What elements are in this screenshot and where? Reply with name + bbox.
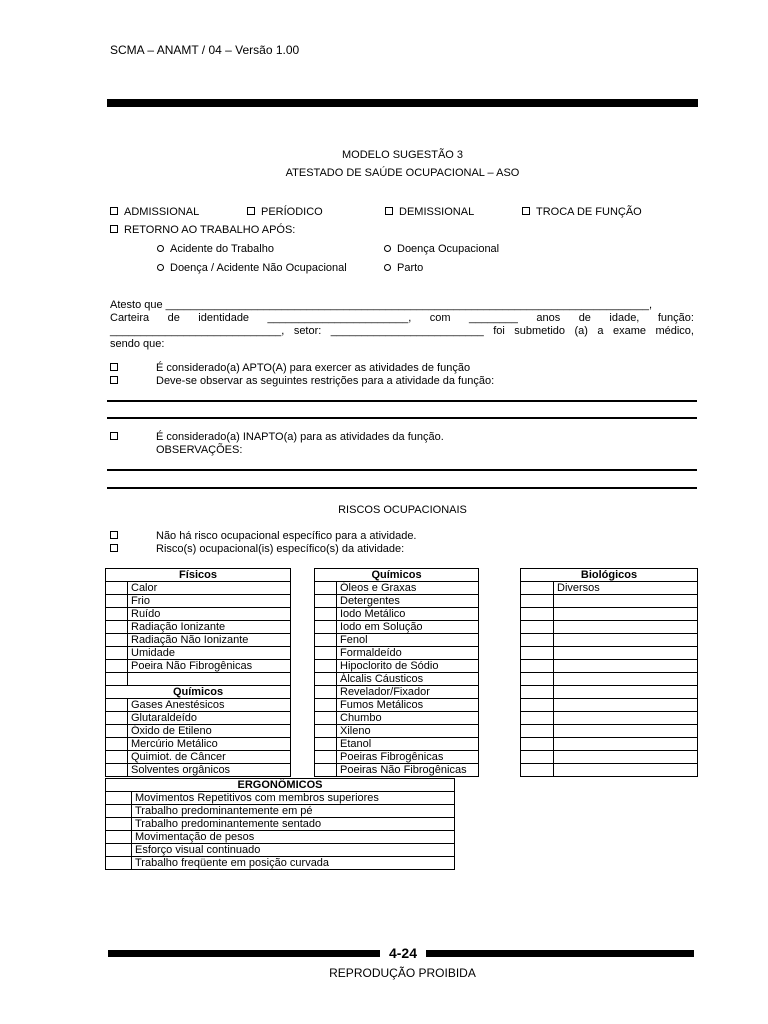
table-row (521, 764, 698, 777)
table-row (521, 608, 698, 621)
radio-acidente-trabalho[interactable]: Acidente do Trabalho (157, 243, 274, 255)
table-row: Umidade (106, 647, 291, 660)
row-checkbox[interactable] (106, 647, 128, 660)
row-checkbox[interactable] (106, 608, 128, 621)
row-checkbox[interactable] (106, 805, 132, 818)
table-row: Esforço visual continuado (106, 844, 455, 857)
table-row: Trabalho predominantemente sentado (106, 818, 455, 831)
table-row (521, 712, 698, 725)
fisicos-table (105, 568, 291, 777)
table-row: Frio (106, 595, 291, 608)
restricoes-label: Deve-se observar as seguintes restrições para a atividade da função: (156, 375, 495, 387)
radio-doenca-nao-ocupacional[interactable]: Doença / Acidente Não Ocupacional (157, 262, 347, 274)
biologicos-header: Biológicos (521, 569, 698, 582)
row-checkbox[interactable] (521, 634, 554, 647)
row-checkbox[interactable] (315, 647, 337, 660)
table-row: Glutaraldeído (106, 712, 291, 725)
checkbox-icon (110, 544, 118, 552)
fisicos-header: Físicos (106, 569, 291, 582)
ergonomicos-table (105, 778, 455, 870)
radio-doenca-ocupacional[interactable]: Doença Ocupacional (384, 243, 499, 255)
row-checkbox[interactable] (315, 712, 337, 725)
checkbox-icon (110, 207, 118, 215)
checkbox-icon (110, 376, 118, 384)
row-checkbox[interactable] (106, 764, 128, 777)
row-checkbox[interactable] (315, 621, 337, 634)
radio-icon (384, 264, 391, 271)
checkbox-icon (522, 207, 530, 215)
table-row: Movimentação de pesos (106, 831, 455, 844)
checkbox-icon (110, 225, 118, 233)
row-checkbox[interactable] (315, 738, 337, 751)
table-row (521, 634, 698, 647)
row-checkbox[interactable] (106, 621, 128, 634)
row-checkbox[interactable] (521, 660, 554, 673)
table-row: Poeira Não Fibrogênicas (106, 660, 291, 673)
atesto-line-3: ____________________________, setor: _________________________ foi submetido (a) a exame médico, (110, 325, 694, 337)
row-checkbox[interactable] (315, 764, 337, 777)
table-row (521, 699, 698, 712)
table-row (521, 595, 698, 608)
quimicos-sub-header: Químicos (106, 686, 291, 699)
inapto-label: É considerado(a) INAPTO(a) para as atividades da função. (156, 431, 444, 443)
riscos-title: RISCOS OCUPACIONAIS (338, 504, 467, 516)
table-row: Poeiras Fibrogênicas (315, 751, 479, 764)
table-row: Radiação Não Ionizante (106, 634, 291, 647)
row-checkbox[interactable] (315, 595, 337, 608)
row-checkbox[interactable] (521, 647, 554, 660)
table-row (521, 621, 698, 634)
row-checkbox[interactable] (315, 660, 337, 673)
row-checkbox[interactable] (315, 673, 337, 686)
row-checkbox[interactable] (106, 818, 132, 831)
table-row: Xileno (315, 725, 479, 738)
row-checkbox[interactable] (315, 751, 337, 764)
checkbox-icon (110, 432, 118, 440)
row-checkbox[interactable] (106, 857, 132, 870)
row-checkbox[interactable] (315, 686, 337, 699)
row-checkbox[interactable] (106, 595, 128, 608)
header-rule (107, 99, 698, 107)
checkbox-icon (110, 363, 118, 371)
table-row (521, 751, 698, 764)
checkbox-restricoes[interactable] (110, 375, 124, 387)
row-checkbox[interactable] (521, 725, 554, 738)
table-row (521, 725, 698, 738)
table-row: Iodo Metálico (315, 608, 479, 621)
radio-icon (384, 245, 391, 252)
footer-rule-left (108, 950, 380, 957)
observacoes-line-2[interactable] (107, 487, 697, 489)
row-checkbox[interactable] (106, 660, 128, 673)
table-row: Diversos (521, 582, 698, 595)
table-row: Gases Anestésicos (106, 699, 291, 712)
row-checkbox[interactable] (315, 582, 337, 595)
apto-label: É considerado(a) APTO(A) para exercer as atividades de função (156, 362, 471, 374)
checkbox-admissional[interactable]: ADMISSIONAL (110, 206, 199, 218)
row-checkbox[interactable] (106, 751, 128, 764)
footer-rule-right (426, 950, 694, 957)
page-number: 4-24 (388, 945, 418, 961)
biologicos-table (520, 568, 698, 777)
quimicos-table (314, 568, 479, 777)
row-checkbox[interactable] (521, 621, 554, 634)
row-checkbox[interactable] (521, 608, 554, 621)
table-row: Trabalho freqüente em posição curvada (106, 857, 455, 870)
table-row: Chumbo (315, 712, 479, 725)
document-code: SCMA – ANAMT / 04 – Versão 1.00 (110, 43, 300, 57)
checkbox-riscos-especificos[interactable] (110, 543, 124, 555)
table-row: Fumos Metálicos (315, 699, 479, 712)
checkbox-periodico[interactable]: PERÍODICO (247, 206, 323, 218)
row-checkbox[interactable] (106, 582, 128, 595)
checkbox-troca-funcao[interactable]: TROCA DE FUNÇÃO (522, 206, 642, 218)
row-checkbox[interactable] (106, 831, 132, 844)
checkbox-nao-ha-risco[interactable] (110, 530, 124, 542)
row-checkbox[interactable] (315, 725, 337, 738)
table-row: Poeiras Não Fibrogênicas (315, 764, 479, 777)
radio-parto[interactable]: Parto (384, 262, 423, 274)
atesto-line-2: Carteira de identidade _______________________, com ________ anos de idade, função: (110, 312, 694, 324)
checkbox-icon (247, 207, 255, 215)
ergonomicos-header: ERGONÔMICOS (106, 779, 455, 792)
row-checkbox[interactable] (106, 844, 132, 857)
restricoes-line-1[interactable] (107, 400, 697, 402)
table-row: Iodo em Solução (315, 621, 479, 634)
model-title: MODELO SUGESTÃO 3 (341, 149, 464, 161)
table-row: Solventes orgânicos (106, 764, 291, 777)
table-row: Calor (106, 582, 291, 595)
row-checkbox[interactable] (106, 673, 128, 686)
row-checkbox[interactable] (521, 751, 554, 764)
row-checkbox[interactable] (106, 699, 128, 712)
row-checkbox[interactable] (521, 582, 554, 595)
table-row: Álcalis Cáusticos (315, 673, 479, 686)
table-row: Mercúrio Metálico (106, 738, 291, 751)
row-checkbox[interactable] (106, 792, 132, 805)
table-row: Formaldeído (315, 647, 479, 660)
row-checkbox[interactable] (106, 725, 128, 738)
row-checkbox[interactable] (106, 738, 128, 751)
row-checkbox[interactable] (521, 595, 554, 608)
row-checkbox[interactable] (521, 673, 554, 686)
checkbox-icon (385, 207, 393, 215)
table-row: Radiação Ionizante (106, 621, 291, 634)
row-checkbox[interactable] (521, 686, 554, 699)
row-checkbox[interactable] (521, 712, 554, 725)
form-title: ATESTADO DE SAÚDE OCUPACIONAL – ASO (285, 167, 520, 179)
checkbox-icon (110, 531, 118, 539)
table-row: Movimentos Repetitivos com membros superiores (106, 792, 455, 805)
table-row: Óxido de Etileno (106, 725, 291, 738)
atesto-line-4: sendo que: (110, 338, 165, 350)
table-row: Revelador/Fixador (315, 686, 479, 699)
table-row: Trabalho predominantemente em pé (106, 805, 455, 818)
table-row: Hipoclorito de Sódio (315, 660, 479, 673)
table-row (521, 738, 698, 751)
checkbox-retorno[interactable]: RETORNO AO TRABALHO APÓS: (110, 224, 295, 236)
row-checkbox[interactable] (521, 764, 554, 777)
table-row (106, 673, 291, 686)
table-row (521, 686, 698, 699)
radio-icon (157, 245, 164, 252)
quimicos-header: Químicos (315, 569, 479, 582)
row-checkbox[interactable] (521, 738, 554, 751)
row-checkbox[interactable] (315, 608, 337, 621)
footer-notice: REPRODUÇÃO PROIBIDA (329, 966, 476, 980)
nao-ha-risco-label: Não há risco ocupacional específico para a atividade. (156, 530, 417, 542)
row-checkbox[interactable] (106, 712, 128, 725)
table-row: Ruído (106, 608, 291, 621)
table-row (521, 673, 698, 686)
table-row (521, 647, 698, 660)
row-checkbox[interactable] (521, 699, 554, 712)
table-row: Etanol (315, 738, 479, 751)
atesto-line-1: Atesto que _______________________________________________________________________________, (110, 299, 653, 311)
radio-icon (157, 264, 164, 271)
row-checkbox[interactable] (315, 699, 337, 712)
table-row (521, 660, 698, 673)
table-row: Detergentes (315, 595, 479, 608)
row-checkbox[interactable] (315, 634, 337, 647)
checkbox-inapto[interactable] (110, 431, 124, 443)
restricoes-line-2[interactable] (107, 417, 697, 419)
table-row: Quimiot. de Câncer (106, 751, 291, 764)
checkbox-demissional[interactable]: DEMISSIONAL (385, 206, 474, 218)
table-row: Óleos e Graxas (315, 582, 479, 595)
riscos-especificos-label: Risco(s) ocupacional(is) específico(s) da atividade: (156, 543, 405, 555)
row-checkbox[interactable] (106, 634, 128, 647)
checkbox-apto[interactable] (110, 362, 124, 374)
table-row: Fenol (315, 634, 479, 647)
observacoes-line-1[interactable] (107, 469, 697, 471)
observacoes-label: OBSERVAÇÕES: (156, 444, 243, 456)
